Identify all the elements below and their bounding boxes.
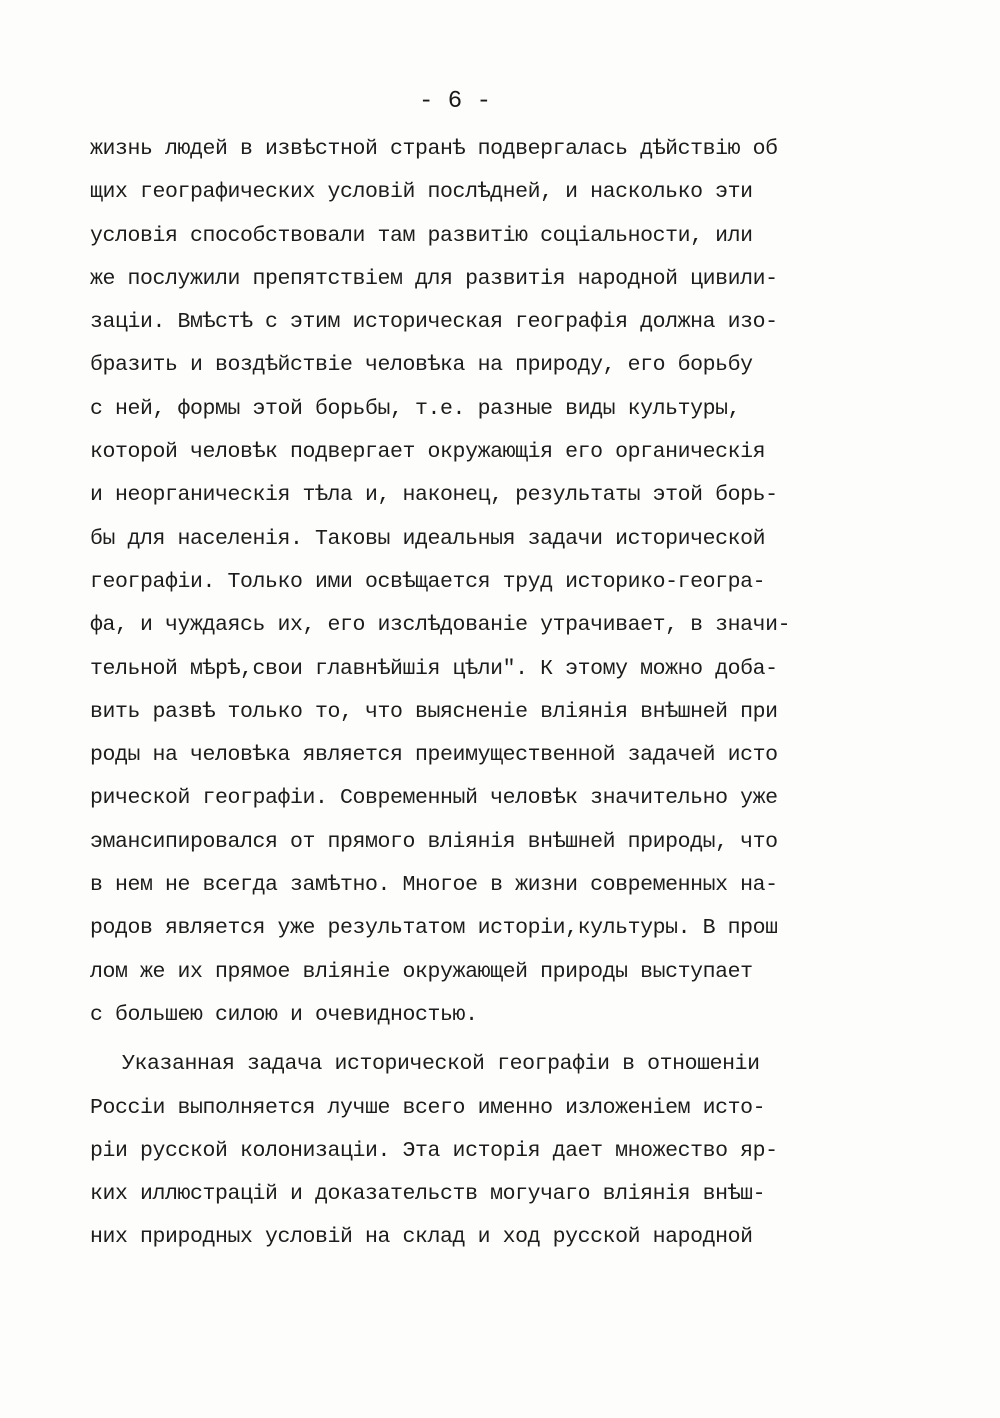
text-line: лом же их прямое вліяніе окружающей природы выступает: [90, 959, 753, 984]
text-line: географіи. Только ими освѣщается труд историко-геогра-: [90, 569, 766, 594]
text-line: Россіи выполняется лучше всего именно изложеніем исто-: [90, 1095, 766, 1120]
text-line: ких иллюстрацій и доказательств могучаго вліянія внѣш-: [90, 1182, 766, 1207]
text-line: же послужили препятствіем для развитія народной цивили-: [90, 266, 778, 291]
text-line: с ней, формы этой борьбы, т.е. разные виды культуры,: [90, 396, 741, 421]
text-line: заціи. Вмѣстѣ с этим историческая географія должна изо-: [90, 310, 778, 335]
paragraph-first-line: Указанная задача исторической географіи в отношеніи: [122, 1052, 760, 1077]
text-line: роды на человѣка является преимущественной задачей исто: [90, 743, 778, 768]
page-number: - 6 -: [418, 88, 491, 115]
text-line: щих географических условій послѣдней, и насколько эти: [90, 180, 753, 205]
body-text: [90, 128, 880, 1260]
text-line: фа, и чуждаясь их, его изслѣдованіе утрачивает, в значи-: [90, 613, 791, 638]
text-line: и неорганическія тѣла и, наконец, результаты этой борь-: [90, 483, 778, 508]
text-line: условія способствовали там развитію соціальности, или: [90, 223, 753, 248]
text-line: родов является уже результатом исторіи,культуры. В прош: [90, 916, 778, 941]
text-line: с большею силою и очевидностью.: [90, 1002, 478, 1027]
text-line: них природных условій на склад и ход русской народной: [90, 1225, 753, 1250]
text-line: ріи русской колонизаціи. Эта исторія дает множество яр-: [90, 1138, 778, 1163]
text-line: эмансипировался от прямого вліянія внѣшней природы, что: [90, 829, 778, 854]
text-line: тельной мѣрѣ,свои главнѣйшія цѣли". К этому можно доба-: [90, 656, 778, 681]
text-line: бы для населенія. Таковы идеальныя задачи исторической: [90, 526, 766, 551]
text-line: жизнь людей в извѣстной странѣ подвергалась дѣйствію об: [90, 137, 778, 161]
text-line: в нем не всегда замѣтно. Многое в жизни современных на-: [90, 873, 778, 898]
text-line: вить развѣ только то, что выясненіе вліянія внѣшней при: [90, 699, 778, 724]
text-line: рической географіи. Современный человѣк значительно уже: [90, 786, 778, 811]
text-line: бразить и воздѣйствіе человѣка на природу, его борьбу: [90, 353, 753, 378]
text-line: которой человѣк подвергает окружающія его органическія: [90, 440, 766, 465]
